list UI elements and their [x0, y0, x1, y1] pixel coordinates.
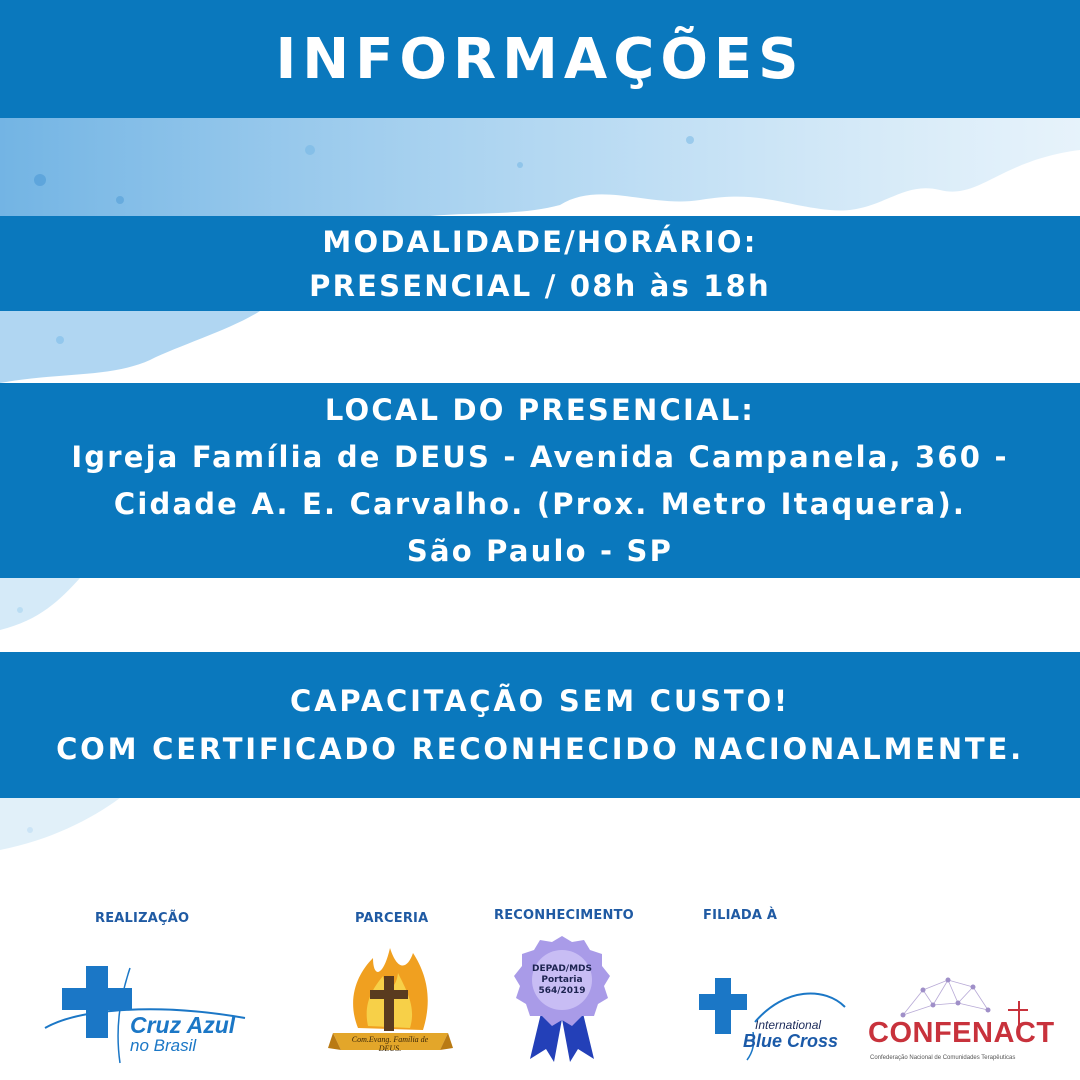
page-title: INFORMAÇÕES	[275, 26, 805, 92]
seal-line3: 564/2019	[538, 986, 586, 996]
local-band	[0, 383, 1080, 578]
header-band	[0, 0, 1080, 118]
blue-cross-line1: International	[755, 1018, 822, 1032]
confenact-subtitle: Confederação Nacional de Comunidades Terapêuticas	[870, 1055, 1016, 1061]
cruz-azul-subtitle: no Brasil	[130, 1036, 197, 1055]
local-label: LOCAL DO PRESENCIAL:	[324, 392, 756, 427]
local-address-line1: Igreja Família de DEUS - Avenida Campanela, 360 -	[71, 439, 1009, 474]
cruz-azul-name: Cruz Azul	[130, 1012, 236, 1038]
parceria-label: PARCERIA	[355, 911, 429, 926]
confenact-logo	[868, 975, 1055, 1070]
award-seal-icon	[512, 934, 612, 1064]
modalidade-band	[0, 216, 1080, 311]
confenact-name: CONFENACT	[868, 1017, 1055, 1049]
modalidade-label: MODALIDADE/HORÁRIO:	[322, 224, 758, 259]
filiada-label: FILIADA À	[703, 908, 778, 923]
realizacao-label: REALIZAÇÃO	[95, 911, 190, 926]
modalidade-value: PRESENCIAL / 08h às 18h	[309, 268, 771, 303]
cruz-azul-logo	[40, 958, 250, 1068]
seal-line1: DEPAD/MDS	[531, 964, 593, 974]
capacitacao-band	[0, 652, 1080, 798]
parceria-logo	[328, 938, 453, 1063]
reconhecimento-label: RECONHECIMENTO	[494, 908, 634, 923]
blue-cross-logo	[695, 972, 855, 1062]
capacitacao-line2: COM CERTIFICADO RECONHECIDO NACIONALMENTE.	[56, 732, 1024, 766]
parceria-banner-text: Com.Evang. Família de DEUS.	[351, 1035, 429, 1053]
local-address-line3: São Paulo - SP	[406, 533, 674, 568]
local-address-line2: Cidade A. E. Carvalho. (Prox. Metro Itaquera).	[113, 486, 967, 521]
blue-cross-line2: Blue Cross	[743, 1031, 839, 1051]
seal-line2: Portaria	[541, 975, 583, 985]
capacitacao-line1: CAPACITAÇÃO SEM CUSTO!	[290, 684, 790, 718]
reconhecimento-seal	[512, 934, 612, 1064]
